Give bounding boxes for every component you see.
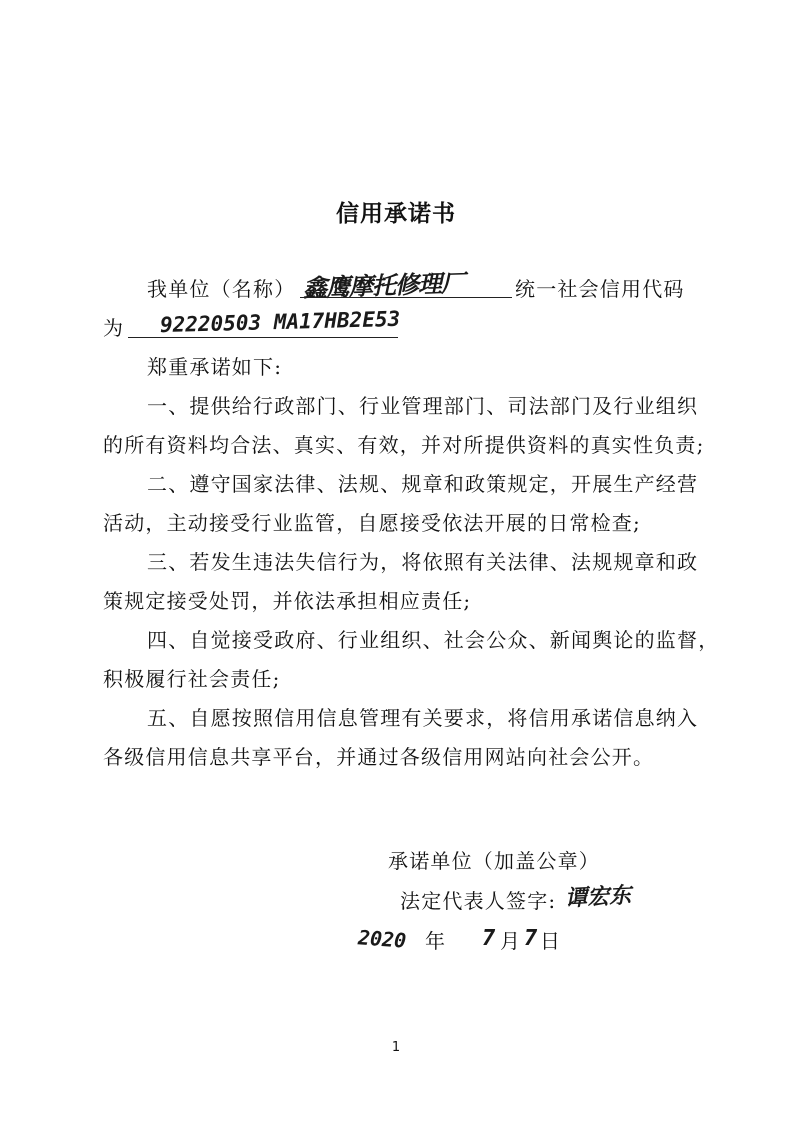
year-handwritten: 2020: [357, 925, 407, 953]
month-label: 月: [500, 929, 522, 953]
commitment-unit-label: 承诺单位（加盖公章）: [388, 849, 600, 873]
paragraph-3-line-1: 三、若发生违法失信行为，将依照有关法律、法规规章和政: [147, 550, 699, 574]
year-label: 年: [425, 929, 447, 953]
paragraph-2-line-2: 活动，主动接受行业监管，自愿接受依法开展的日常检查;: [103, 511, 641, 535]
legal-rep-label: 法定代表人签字:: [400, 889, 557, 913]
legal-rep-signature: 谭宏东: [564, 883, 632, 912]
paragraph-4-line-2: 积极履行社会责任;: [103, 667, 281, 691]
intro-suffix: 统一社会信用代码: [515, 277, 685, 301]
paragraph-1-line-1: 一、提供给行政部门、行业管理部门、司法部门及行业组织: [147, 394, 699, 418]
company-name-handwritten: 鑫鹰摩托修理厂: [302, 269, 465, 303]
paragraph-5-line-2: 各级信用信息共享平台，并通过各级信用网站向社会公开。: [103, 745, 655, 769]
intro-prefix: 我单位（名称）: [147, 277, 296, 301]
paragraph-1-line-2: 的所有资料均合法、真实、有效，并对所提供资料的真实性负责;: [103, 433, 705, 457]
code-prefix: 为: [103, 316, 125, 340]
name-underline: [300, 297, 512, 298]
page-title: 信用承诺书: [336, 201, 456, 227]
day-label: 日: [540, 929, 562, 953]
credit-code-handwritten: 92220503 MA17HB2E53: [159, 306, 401, 338]
code-underline: [128, 337, 398, 338]
paragraph-5-line-1: 五、自愿按照信用信息管理有关要求，将信用承诺信息纳入: [147, 706, 699, 730]
month-handwritten: 7: [482, 926, 496, 951]
lead-text: 郑重承诺如下:: [147, 355, 283, 379]
paragraph-3-line-2: 策规定接受处罚，并依法承担相应责任;: [103, 589, 472, 613]
page-number: 1: [391, 1040, 401, 1055]
day-handwritten: 7: [524, 926, 538, 951]
paragraph-2-line-1: 二、遵守国家法律、法规、规章和政策规定，开展生产经营: [147, 472, 699, 496]
paragraph-4-line-1: 四、自觉接受政府、行业组织、社会公众、新闻舆论的监督，: [147, 628, 720, 652]
